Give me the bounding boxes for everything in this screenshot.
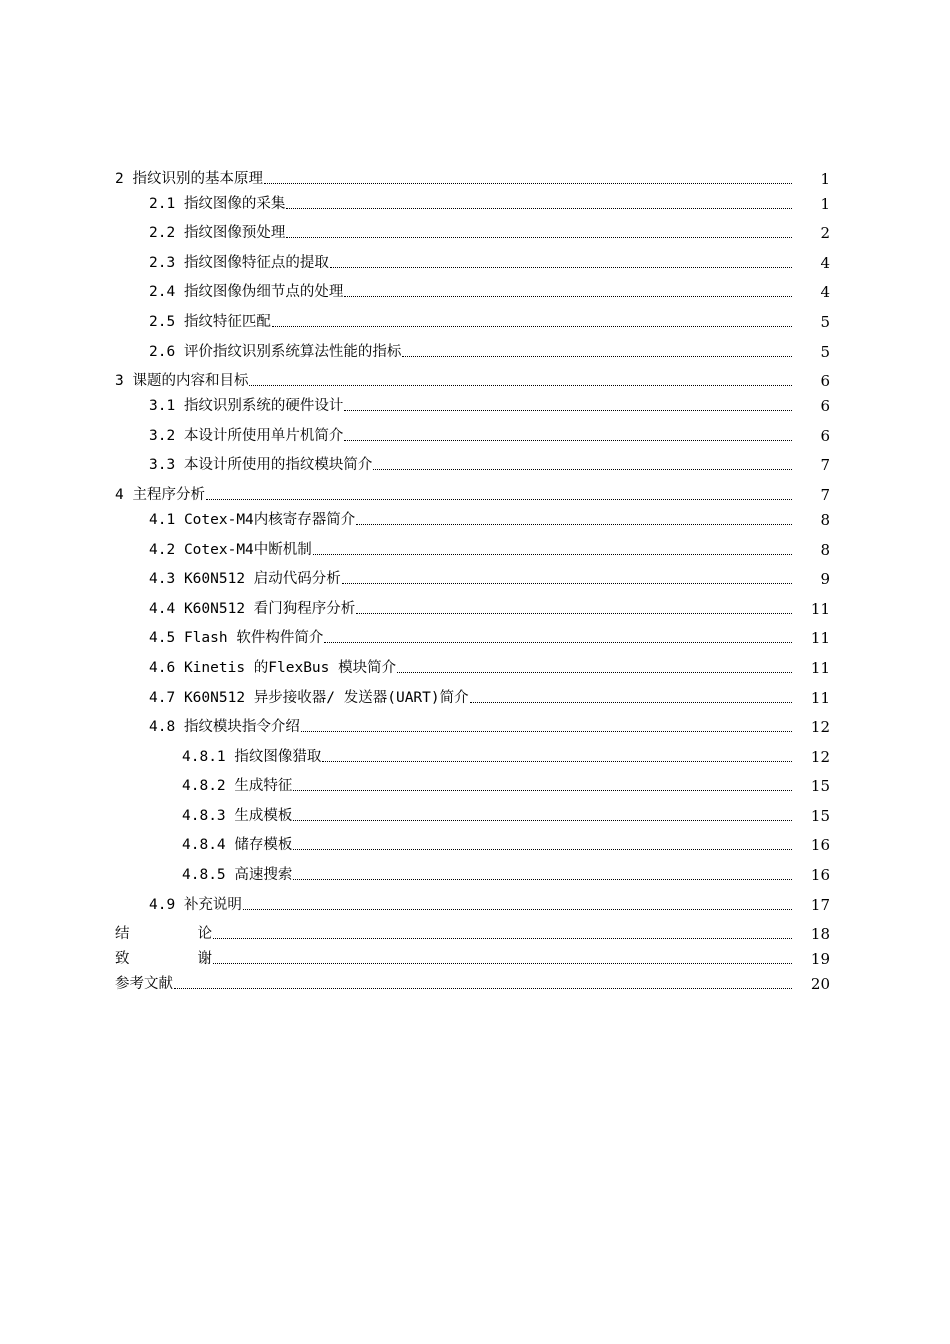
dot-leader: [249, 385, 792, 386]
dot-leader: [293, 849, 792, 850]
toc-title: 指纹图像特征点的提取: [183, 254, 329, 271]
toc-number: 4.8.5: [182, 867, 226, 884]
toc-page-number: 4: [820, 253, 830, 272]
toc-title: 指纹识别的基本原理: [132, 170, 263, 187]
toc-number: 2.3: [149, 254, 176, 271]
toc-title: K60N512 启动代码分析: [183, 571, 341, 588]
dot-leader: [402, 356, 792, 357]
toc-entry[interactable]: [115, 415, 830, 445]
dot-leader: [373, 469, 792, 470]
toc-page-number: 2: [820, 224, 830, 243]
toc-title: 指纹图像的采集: [183, 195, 286, 212]
dot-leader: [470, 702, 792, 703]
toc-page-number: 11: [810, 688, 830, 707]
toc-page-number: 19: [810, 950, 830, 969]
dot-leader: [301, 731, 792, 732]
toc-page-number: 6: [820, 397, 830, 416]
dot-leader: [342, 583, 792, 584]
toc-entry[interactable]: [115, 825, 830, 855]
toc-entry[interactable]: [115, 884, 830, 914]
toc-title: 生成模板: [234, 807, 293, 824]
toc-entry[interactable]: [115, 559, 830, 589]
dot-leader: [356, 613, 792, 614]
toc-page-number: 6: [820, 426, 830, 445]
toc-entry[interactable]: [115, 331, 830, 361]
toc-page-number: 5: [820, 312, 830, 331]
toc-page-number: 7: [820, 485, 830, 504]
dot-leader: [293, 790, 792, 791]
toc-title: 指纹识别系统的硬件设计: [183, 398, 344, 415]
toc-entry[interactable]: [115, 795, 830, 825]
toc-page-number: 8: [820, 510, 830, 529]
toc-title: K60N512 异步接收器/ 发送器(UART)简介: [183, 689, 469, 706]
toc-title-char: 结: [115, 926, 130, 943]
toc-title: 指纹图像预处理: [183, 225, 286, 242]
toc-title: 指纹图像猎取: [234, 748, 322, 765]
toc-number: 3.2: [149, 427, 176, 444]
dot-leader: [272, 326, 792, 327]
toc-title-char: 致: [115, 951, 130, 968]
toc-entry[interactable]: [115, 854, 830, 884]
toc-number: 2.4: [149, 284, 176, 301]
toc-page-number: 11: [810, 629, 830, 648]
toc-entry[interactable]: [115, 390, 830, 415]
toc-number: 4.7: [149, 689, 176, 706]
toc-title: 指纹模块指令介绍: [183, 719, 300, 736]
toc-title: 课题的内容和目标: [132, 373, 249, 390]
toc-title: 储存模板: [234, 837, 293, 854]
toc-page-number: 12: [810, 747, 830, 766]
toc-entry-acknowledgements[interactable]: [115, 943, 830, 968]
dot-leader: [344, 440, 792, 441]
dot-leader: [213, 963, 792, 964]
toc-number: 3: [115, 373, 124, 390]
toc-entry-references[interactable]: [115, 968, 830, 993]
toc-entry[interactable]: [115, 301, 830, 331]
toc-title: 高速搜索: [234, 867, 293, 884]
toc-number: 4.8.1: [182, 748, 226, 765]
toc-page-number: 15: [810, 806, 830, 825]
toc-number: 2.1: [149, 195, 176, 212]
toc-entry-conclusion[interactable]: [115, 914, 830, 944]
toc-number: 3.1: [149, 398, 176, 415]
toc-number: 4.6: [149, 659, 176, 676]
dot-leader: [293, 820, 792, 821]
toc-entry[interactable]: [115, 445, 830, 475]
toc-number: 3.3: [149, 457, 176, 474]
toc-entry[interactable]: [115, 677, 830, 707]
dot-leader: [324, 642, 792, 643]
dot-leader: [313, 554, 792, 555]
table-of-contents: [115, 158, 830, 993]
toc-title: Cotex-M4中断机制: [183, 541, 312, 558]
toc-entry[interactable]: [115, 158, 830, 188]
toc-page-number: 9: [820, 570, 830, 589]
toc-title-char: 谢: [197, 951, 212, 968]
toc-page-number: 17: [810, 895, 830, 914]
dot-leader: [206, 499, 792, 500]
dot-leader: [174, 988, 792, 989]
toc-entry[interactable]: [115, 529, 830, 559]
toc-title: 指纹图像伪细节点的处理: [183, 284, 344, 301]
toc-title: 参考文献: [115, 976, 173, 993]
toc-page-number: 1: [820, 169, 830, 188]
toc-page-number: 11: [810, 599, 830, 618]
toc-number: 2.2: [149, 225, 176, 242]
toc-entry[interactable]: [115, 272, 830, 302]
toc-number: 4.9: [149, 896, 176, 913]
toc-number: 4.8: [149, 719, 176, 736]
toc-entry[interactable]: [115, 361, 830, 391]
dot-leader: [344, 410, 792, 411]
toc-number: 4.8.2: [182, 778, 226, 795]
toc-number: 2.6: [149, 343, 176, 360]
toc-number: 4.2: [149, 541, 176, 558]
toc-entry[interactable]: [115, 588, 830, 618]
toc-number: 4.5: [149, 630, 176, 647]
toc-page-number: 7: [820, 456, 830, 475]
toc-page-number: 5: [820, 342, 830, 361]
toc-page-number: 16: [810, 836, 830, 855]
toc-number: 4.4: [149, 600, 176, 617]
toc-entry[interactable]: [115, 647, 830, 677]
toc-page-number: 4: [820, 283, 830, 302]
toc-page-number: 20: [810, 975, 830, 994]
toc-entry[interactable]: [115, 188, 830, 213]
toc-entry[interactable]: [115, 504, 830, 529]
toc-entry[interactable]: [115, 766, 830, 796]
dot-leader: [356, 524, 792, 525]
toc-entry[interactable]: [115, 213, 830, 243]
toc-page-number: 12: [810, 718, 830, 737]
toc-title: 补充说明: [183, 896, 242, 913]
dot-leader: [286, 237, 792, 238]
toc-entry[interactable]: [115, 736, 830, 766]
toc-title: 本设计所使用的指纹模块简介: [183, 457, 373, 474]
dot-leader: [264, 183, 792, 184]
toc-number: 2.5: [149, 313, 176, 330]
dot-leader: [286, 208, 792, 209]
toc-number: 4: [115, 486, 124, 503]
toc-page-number: 11: [810, 658, 830, 677]
toc-number: 4.3: [149, 571, 176, 588]
toc-entry[interactable]: [115, 618, 830, 648]
toc-title: K60N512 看门狗程序分析: [183, 600, 356, 617]
dot-leader: [213, 938, 792, 939]
toc-page-number: 6: [820, 372, 830, 391]
dot-leader: [243, 909, 792, 910]
toc-title: 评价指纹识别系统算法性能的指标: [183, 343, 402, 360]
toc-title: Flash 软件构件简介: [183, 630, 324, 647]
dot-leader: [397, 672, 792, 673]
toc-title: Cotex-M4内核寄存器简介: [183, 511, 356, 528]
toc-title: Kinetis 的FlexBus 模块简介: [183, 659, 397, 676]
toc-number: 2: [115, 170, 124, 187]
toc-number: 4.8.4: [182, 837, 226, 854]
toc-number: 4.1: [149, 511, 176, 528]
dot-leader: [330, 267, 792, 268]
toc-title: 主程序分析: [132, 486, 205, 503]
toc-entry[interactable]: [115, 707, 830, 737]
toc-page-number: 18: [810, 925, 830, 944]
toc-entry[interactable]: [115, 242, 830, 272]
toc-title: 本设计所使用单片机简介: [183, 427, 344, 444]
toc-number: 4.8.3: [182, 807, 226, 824]
toc-page-number: 15: [810, 777, 830, 796]
toc-page-number: 1: [820, 194, 830, 213]
toc-title-char: 论: [197, 926, 212, 943]
toc-entry[interactable]: [115, 474, 830, 504]
toc-title: 指纹特征匹配: [183, 313, 271, 330]
toc-page-number: 16: [810, 866, 830, 885]
dot-leader: [293, 879, 792, 880]
dot-leader: [322, 761, 792, 762]
dot-leader: [344, 296, 792, 297]
toc-title: 生成特征: [234, 778, 293, 795]
toc-page-number: 8: [820, 540, 830, 559]
